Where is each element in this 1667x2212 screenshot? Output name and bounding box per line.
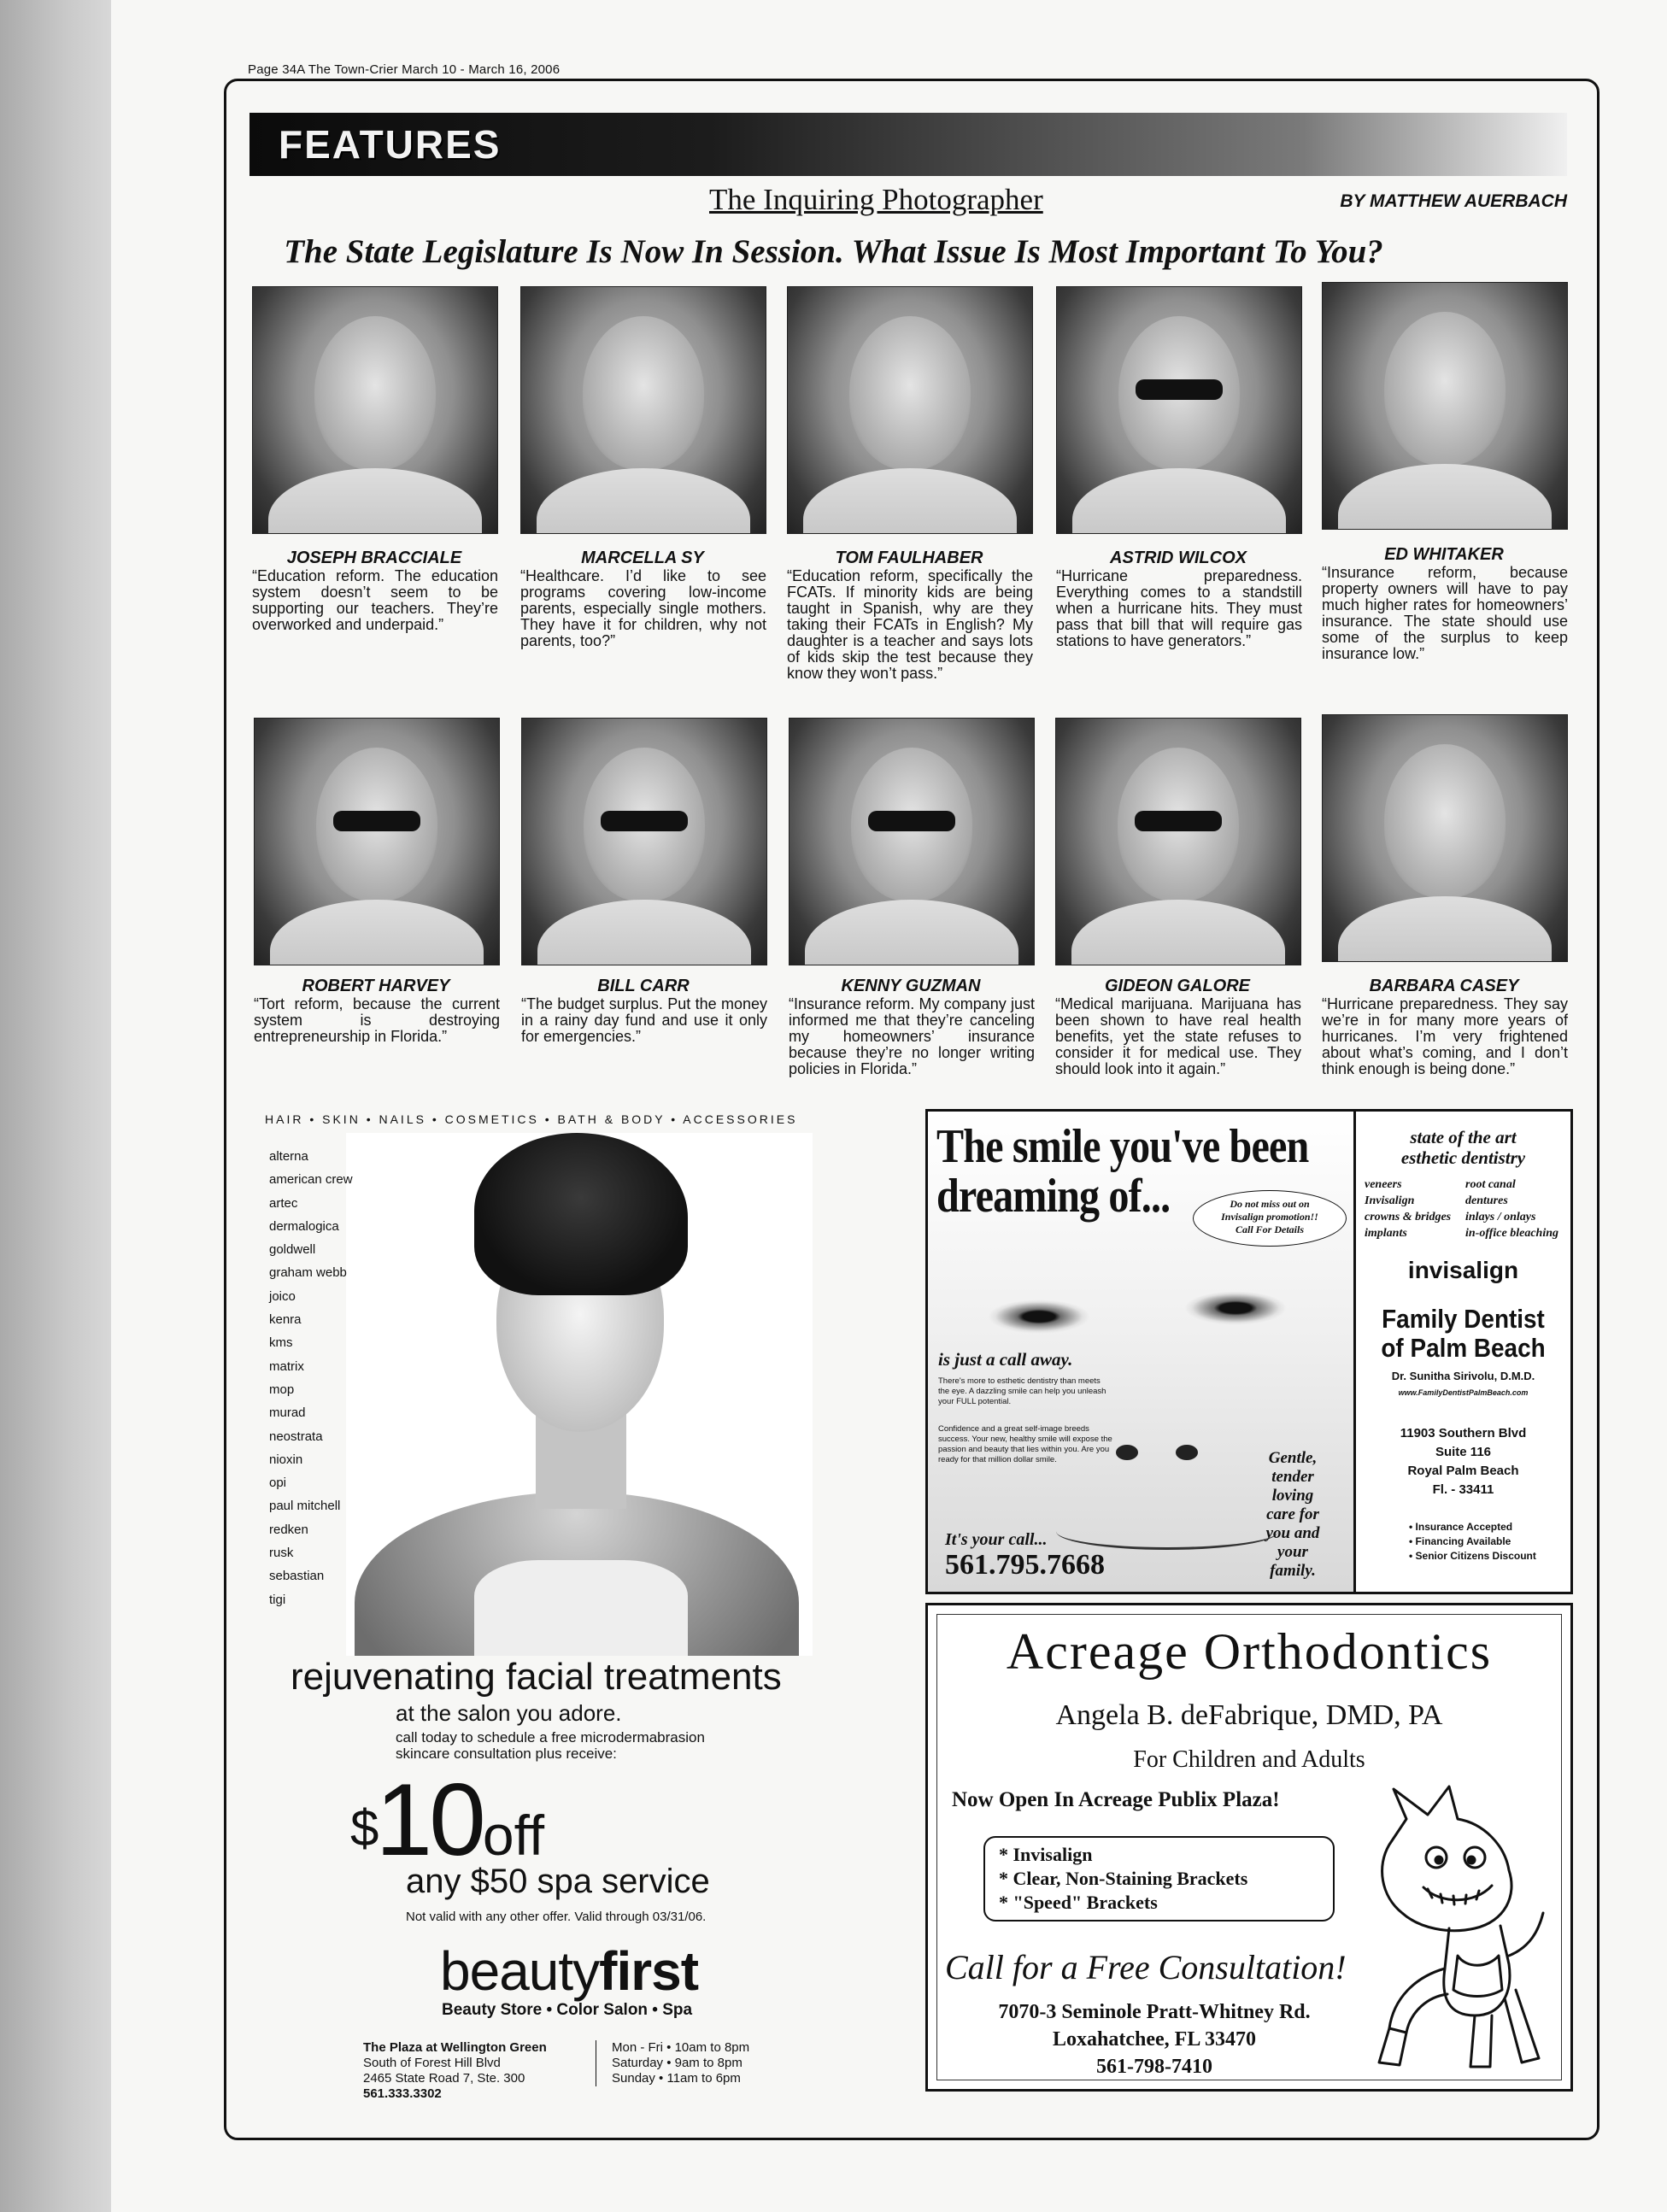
service-item: implants bbox=[1365, 1227, 1407, 1240]
offer-number: 10 bbox=[375, 1763, 483, 1877]
horse-mascot-icon bbox=[1347, 1785, 1552, 2075]
person-quote: “The budget surplus. Put the money in a rainy day fund and use it only for emergencies.” bbox=[521, 995, 767, 1045]
eye-graphic bbox=[1184, 1291, 1287, 1325]
services-left bbox=[1365, 1176, 1451, 1241]
offer-currency: $ bbox=[350, 1799, 376, 1857]
promo-line: Call For Details bbox=[1235, 1223, 1304, 1235]
person-quote: “Insurance reform, because property owners will have to pay much higher rates for homeowners’ insurance. The state should use some of the surplus to keep insurance low.” bbox=[1322, 564, 1568, 662]
esthetic-title bbox=[1356, 1127, 1570, 1168]
portrait-photo bbox=[252, 286, 498, 534]
address-line: The Plaza at Wellington Green bbox=[363, 2040, 547, 2055]
portrait-photo bbox=[521, 718, 767, 965]
nose-graphic bbox=[1176, 1445, 1198, 1460]
brand-item: neostrata bbox=[269, 1429, 323, 1444]
service-item: Invisalign bbox=[1365, 1194, 1415, 1207]
byline: BY MATTHEW AUERBACH bbox=[1340, 191, 1567, 211]
dentist-benefits bbox=[1409, 1520, 1536, 1564]
person-name: GIDEON GALORE bbox=[1104, 977, 1250, 995]
person-quote: “Healthcare. I’d like to see programs covering low-income parents, especially single mothers. They have it for children, why not parents, too?” bbox=[520, 567, 766, 649]
person-name: BARBARA CASEY bbox=[1369, 977, 1519, 995]
brand-item: murad bbox=[269, 1405, 306, 1421]
gentle-line: loving bbox=[1271, 1487, 1314, 1505]
benefit-item: • Insurance Accepted bbox=[1409, 1521, 1513, 1533]
call-label: It's your call... bbox=[945, 1530, 1048, 1549]
call-line: call today to schedule a free microdermabrasion bbox=[396, 1729, 705, 1746]
address-line: 11903 Southern Blvd bbox=[1400, 1426, 1527, 1440]
person-name: BILL CARR bbox=[597, 977, 690, 995]
brand-item: rusk bbox=[269, 1546, 294, 1561]
family-dentist-ad bbox=[925, 1109, 1573, 1594]
portrait-photo bbox=[789, 718, 1035, 965]
brand-item: paul mitchell bbox=[269, 1499, 341, 1514]
store-hours bbox=[596, 2040, 749, 2086]
practice-line: Family Dentist bbox=[1382, 1304, 1545, 1334]
service-item: veneers bbox=[1365, 1178, 1402, 1191]
portrait-photo bbox=[787, 286, 1033, 534]
nose-graphic bbox=[1116, 1445, 1138, 1460]
brand-item: mop bbox=[269, 1382, 295, 1397]
address-line: 2465 State Road 7, Ste. 300 bbox=[363, 2071, 525, 2086]
practice-line: of Palm Beach bbox=[1381, 1333, 1546, 1363]
service-item: * Invisalign bbox=[999, 1844, 1093, 1865]
eye-graphic bbox=[988, 1300, 1090, 1334]
service-item: in-office bleaching bbox=[1465, 1227, 1559, 1240]
logo-bold: first bbox=[599, 1940, 699, 2002]
brand-item: kms bbox=[269, 1335, 293, 1351]
ortho-title: Acreage Orthodontics bbox=[1006, 1623, 1493, 1680]
title-line: state of the art bbox=[1410, 1127, 1517, 1147]
ortho-cta: Call for a Free Consultation! bbox=[945, 1948, 1347, 1986]
headline-line: dreaming of... bbox=[936, 1170, 1171, 1223]
person-quote: “Insurance reform. My company just informed me that they’re canceling my homeowners’ insurance because they’re no longer writing policies in Florida.” bbox=[789, 995, 1035, 1077]
model-photo bbox=[346, 1133, 813, 1656]
brand-item: redken bbox=[269, 1522, 308, 1537]
gentle-line: family. bbox=[1270, 1562, 1316, 1580]
service-item: dentures bbox=[1465, 1194, 1508, 1207]
brand-item: graham webb bbox=[269, 1265, 347, 1281]
gentle-line: care for bbox=[1266, 1505, 1319, 1523]
title-line: esthetic dentistry bbox=[1400, 1147, 1526, 1168]
ortho-phone: 561-798-7410 bbox=[1096, 2056, 1212, 2078]
brand-item: kenra bbox=[269, 1312, 302, 1328]
address-line: Royal Palm Beach bbox=[1407, 1464, 1519, 1478]
brand-item: american crew bbox=[269, 1172, 353, 1188]
address-line: Fl. - 33411 bbox=[1432, 1482, 1494, 1497]
brand-item: sebastian bbox=[269, 1569, 325, 1584]
logo-light: beauty bbox=[440, 1940, 600, 2002]
person-name: TOM FAULHABER bbox=[835, 549, 983, 567]
person-quote: “Hurricane preparedness. They say we’re in for many more years of hurricanes. I’m very frightened about what’s coming, and I don’t think enough is being done.” bbox=[1322, 995, 1568, 1077]
beautyfirst-logo bbox=[440, 1939, 698, 2003]
ortho-audience: For Children and Adults bbox=[1133, 1746, 1365, 1773]
address-line: 7070-3 Seminole Pratt-Whitney Rd. bbox=[998, 2001, 1311, 2023]
practice-name bbox=[1367, 1305, 1560, 1363]
promo-line: Do not miss out on bbox=[1230, 1198, 1310, 1210]
smile-panel bbox=[928, 1112, 1356, 1592]
service-item: inlays / onlays bbox=[1465, 1211, 1536, 1223]
ortho-address bbox=[928, 1998, 1381, 2080]
ad-subhead: at the salon you adore. bbox=[396, 1700, 622, 1726]
scan-binding-edge bbox=[0, 0, 111, 2212]
gentle-line: Gentle, bbox=[1268, 1449, 1318, 1467]
beauty-first-ad bbox=[252, 1111, 914, 2127]
ortho-open: Now Open In Acreage Publix Plaza! bbox=[952, 1788, 1280, 1811]
portrait-photo bbox=[1322, 282, 1568, 530]
section-banner bbox=[249, 113, 1567, 176]
ad-headline: rejuvenating facial treatments bbox=[291, 1656, 782, 1698]
offer-word: off bbox=[482, 1804, 545, 1867]
portrait-photo bbox=[254, 718, 500, 965]
offer-validity: Not valid with any other offer. Valid through 03/31/06. bbox=[406, 1910, 707, 1924]
portrait-photo bbox=[1056, 286, 1302, 534]
person-name: ROBERT HARVEY bbox=[302, 977, 450, 995]
brand-item: nioxin bbox=[269, 1452, 303, 1467]
ortho-services bbox=[983, 1836, 1335, 1922]
dentist-info-panel bbox=[1356, 1112, 1570, 1592]
person-name: JOSEPH BRACCIALE bbox=[286, 549, 462, 567]
brand-item: matrix bbox=[269, 1358, 304, 1374]
person-quote: “Education reform. The education system doesn’t seem to be supporting our teachers. They’re overworked and underpaid.” bbox=[252, 567, 498, 633]
offer-detail: any $50 spa service bbox=[406, 1863, 710, 1900]
dentist-address bbox=[1356, 1424, 1570, 1499]
store-address bbox=[363, 2040, 547, 2102]
hours-line: Sunday • 11am to 6pm bbox=[612, 2071, 741, 2086]
headline-question: The State Legislature Is Now In Session. What Issue Is Most Important To You? bbox=[284, 233, 1383, 270]
ad-call-text bbox=[396, 1729, 705, 1762]
store-tagline: Beauty Store • Color Salon • Spa bbox=[442, 2001, 693, 2019]
page-folio: Page 34A The Town-Crier March 10 - March 16, 2006 bbox=[248, 62, 561, 77]
service-item: crowns & bridges bbox=[1365, 1211, 1452, 1223]
person-quote: “Tort reform, because the current system is destroying entrepreneurship in Florida.” bbox=[254, 995, 500, 1045]
smile-body: There's more to esthetic dentistry than meets the eye. A dazzling smile can help you unleash your FULL potential. bbox=[938, 1376, 1106, 1406]
brand-item: tigi bbox=[269, 1592, 286, 1607]
person-name: ED WHITAKER bbox=[1384, 545, 1504, 564]
column-title: The Inquiring Photographer bbox=[709, 183, 1043, 216]
person-name: KENNY GUZMAN bbox=[841, 977, 981, 995]
brand-item: goldwell bbox=[269, 1242, 316, 1258]
brand-item: artec bbox=[269, 1195, 298, 1211]
person-quote: “Hurricane preparedness. Everything comes to a standstill when a hurricane hits. They must pass that bill that will require gas stations to have generators.” bbox=[1056, 567, 1302, 649]
dentist-website: www.FamilyDentistPalmBeach.com bbox=[1398, 1388, 1529, 1397]
hours-line: Mon - Fri • 10am to 8pm bbox=[612, 2040, 750, 2055]
portrait-photo bbox=[520, 286, 766, 534]
gentle-line: tender bbox=[1271, 1468, 1314, 1486]
promo-line: Invisalign promotion!! bbox=[1221, 1211, 1318, 1223]
invisalign-logo: invisalign bbox=[1407, 1257, 1519, 1283]
service-item: * "Speed" Brackets bbox=[999, 1892, 1158, 1913]
gentle-care-text bbox=[1237, 1449, 1348, 1581]
portrait-photo bbox=[1322, 714, 1568, 962]
person-name: ASTRID WILCOX bbox=[1110, 549, 1247, 567]
smile-tagline: is just a call away. bbox=[938, 1349, 1073, 1370]
call-line: skincare consultation plus receive: bbox=[396, 1746, 617, 1762]
address-line: Loxahatchee, FL 33470 bbox=[1053, 2028, 1256, 2051]
acreage-orthodontics-ad bbox=[925, 1603, 1573, 2092]
hours-line: Saturday • 9am to 8pm bbox=[612, 2056, 743, 2070]
brand-item: alterna bbox=[269, 1149, 308, 1164]
person-quote: “Medical marijuana. Marijuana has been shown to have real health benefits, yet the state refuses to consider it for medical use. They should look into it again.” bbox=[1055, 995, 1301, 1077]
brand-item: dermalogica bbox=[269, 1218, 339, 1234]
brand-item: joico bbox=[269, 1288, 296, 1304]
brand-item: opi bbox=[269, 1476, 287, 1491]
address-line: Suite 116 bbox=[1435, 1445, 1492, 1459]
dentist-phone: 561.795.7668 bbox=[945, 1549, 1105, 1581]
ad-categories: HAIR • SKIN • NAILS • COSMETICS • BATH & BODY • ACCESSORIES bbox=[265, 1112, 798, 1126]
smile-body: Confidence and a great self-image breeds success. Your new, healthy smile will expose the passion and beauty that lies within you. Are you ready for that million dollar smile. bbox=[938, 1424, 1112, 1464]
person-quote: “Education reform, specifically the FCATs. If minority kids are being taught in Spanish, why are they taking their FCATs in English? My daughter is a teacher and says lots of kids skip the test because they know they won’t pass.” bbox=[787, 567, 1033, 682]
benefit-item: • Financing Available bbox=[1409, 1535, 1511, 1547]
services-right bbox=[1465, 1176, 1558, 1241]
person-name: MARCELLA SY bbox=[581, 549, 704, 567]
portrait-photo bbox=[1055, 718, 1301, 965]
ortho-doctor: Angela B. deFabrique, DMD, PA bbox=[1055, 1699, 1443, 1731]
headline-line: The smile you've been bbox=[936, 1120, 1309, 1173]
brand-list bbox=[269, 1145, 353, 1611]
address-line: South of Forest Hill Blvd bbox=[363, 2056, 501, 2070]
service-item: * Clear, Non-Staining Brackets bbox=[999, 1868, 1248, 1889]
benefit-item: • Senior Citizens Discount bbox=[1409, 1550, 1536, 1562]
store-phone: 561.333.3302 bbox=[363, 2086, 442, 2101]
section-title: FEATURES bbox=[279, 122, 502, 167]
gentle-line: you and bbox=[1265, 1524, 1320, 1542]
promo-oval bbox=[1193, 1190, 1347, 1247]
service-item: root canal bbox=[1465, 1178, 1516, 1191]
gentle-line: your bbox=[1277, 1543, 1308, 1561]
dentist-name: Dr. Sunitha Sirivolu, D.M.D. bbox=[1391, 1370, 1535, 1382]
